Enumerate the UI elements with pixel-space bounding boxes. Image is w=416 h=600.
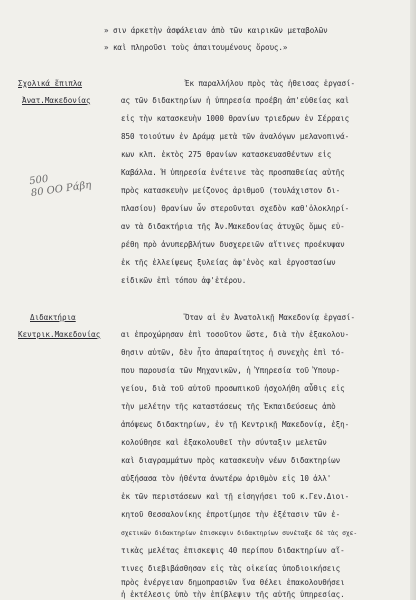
section1-line-2: ας τῶν διδακτηρίων ἡ ὑπηρεσία προέβη ἀπ'εὐθείας καὶ	[121, 96, 350, 105]
section1-line-11: ἐκ τῆς ἐλλείψεως ξυλείας ἀφ'ἑνὸς καὶ ἐργοστασίων	[121, 258, 336, 267]
section2-line-7: ἀπόψεως διδακτηρίων, ἐν τῇ Κεντρικῇ Μακεδονίᾳ, ἐξη-	[121, 420, 350, 429]
section1-line-7: πρὸς κατασκευὴν μείζονος ἀριθμοῦ (τουλάχιστον δι-	[121, 186, 341, 195]
section1-line-10: ρέθη πρὸ ἀνυπερβλήτων δυσχερειῶν αἵτινες προέκυψαν	[121, 240, 345, 249]
section2-line-17: ἡ ἐκτέλεσις ὑπὸ τὴν ἐπίβλεψιν τῆς αὐτῆς ὑπηρεσίας.	[121, 590, 345, 599]
section1-line-6: Καβάλλα. Ἡ ὑπηρεσία ἐνέτεινε τὰς προσπαθείας αὐτῆς	[121, 168, 345, 177]
section1-line-12: εἰδικῶν ἐπὶ τόπου ἀφ'ἑτέρου.	[121, 276, 247, 285]
section2-line-2: αι ἐπροχώρησαν ἐπὶ τοσοῦτον ὥστε, διὰ τὴν ἐξακολου-	[121, 330, 350, 339]
section2-line-12: κητοῦ Θεσσαλονίκης ἐπροτίμησε τὴν ἐξέτασιν τῶν ἐ-	[121, 510, 341, 519]
section2-line-6: τὴν μελέτην τῆς καταστάσεως τῆς Ἐκπαιδεύσεως ἀπὸ	[121, 402, 336, 411]
section2-line-3: θησιν αὐτῶν, δὲν ἦτο ἀπαραίτητος ἡ συνεχὴς ἐπὶ τό-	[121, 348, 345, 357]
section2-line-11: ἐκ τῶν περιστάσεων καὶ τῇ εἰσηγήσει τοῦ κ.Γεν.Διοι-	[121, 492, 350, 501]
section2-line-5: γείου, διὰ τοῦ αὐτοῦ προσωπικοῦ ἠσχολήθη αὖθις εἰς	[121, 384, 345, 393]
page-edge-shadow	[410, 0, 416, 600]
section2-line-14: τικὰς μελέτας ἐπισκεψις 40 περίπου διδακτηρίων αἵ-	[121, 546, 345, 555]
section1-line-4: 850 τοιούτων ἐν Δράμᾳ μετὰ τῶν ἀναλόγων μελανοπινά-	[121, 132, 350, 141]
intro-line-2: » καὶ πληροῦσι τοὺς ἀπαιτουμένους ὅρους.»	[104, 43, 288, 52]
section1-line-1: Ἐκ παραλλήλου πρὸς τὰς ἠθεισας ἐργασί-	[185, 79, 355, 88]
handwritten-pencil-note: 500 80 ΟΟ Ράβη	[28, 173, 92, 200]
section2-line-9: καὶ διαγραμμάτων πρὸς κατασκευὴν νέων διδακτηρίων	[121, 456, 341, 465]
section2-line-10: αὐξήσασα τὸν ἠθέντα ἀνωτέρω ἀριθμὸν εἰς 10 ἀλλ'	[121, 474, 332, 483]
section1-line-8: πλασίου) θρανίων ὧν στεροῦνται σχεδὸν καθ'ὁλοκληρί-	[121, 204, 350, 213]
section2-line-8: κολούθησε καὶ ἐξακολουθεῖ τὴν σύνταξιν μελετῶν	[121, 438, 327, 447]
section1-line-9: αν τὰ διδακτήρια τῆς Ἀν.Μακεδονίας ἀτυχῶς ὅμως εὐ-	[121, 222, 345, 231]
section2-label-line-2: Κεντρικ.Μακεδονίας	[18, 330, 101, 339]
section2-line-15: τινες διεβιβάσθησαν εἰς τὰς οἰκείας ὑποδιοικήσεις	[121, 564, 341, 573]
section2-line-4: που παρουσία τῶν Μηχανικῶν, ἡ Ὑπηρεσία τοῦ Ὑπουρ-	[121, 366, 341, 375]
section1-line-5: κων κλπ. ἐκτὸς 275 θρανίων κατασκευασθέντων εἰς	[121, 150, 332, 159]
section2-line-1: Ὅταν αἱ ἐν Ἀνατολικῇ Μακεδονίᾳ ἐργασί-	[185, 313, 355, 322]
section2-label-line-1: Διδακτήρια	[30, 313, 76, 322]
section2-line-13: σχετικῶν διδακτηρίων ἐπισκεψιν διδακτηρίων συνέταξε δὲ τὰς σχε-	[121, 529, 358, 537]
intro-line-1: » σιν άρκετὴν ἀσφάλειαν ἀπὸ τῶν καιρικῶν μεταβολῶν	[104, 26, 328, 35]
section2-line-16: πρὸς ἐνέργειαν δημοπρασιῶν ἵνα θέλει ἐπακολουθήσει	[121, 578, 345, 587]
section1-label-line-2: Ἀνατ.Μακεδονίας	[22, 96, 91, 105]
section1-label-line-1: Σχολικά ἔπιπλα	[18, 79, 83, 88]
section1-line-3: εἰς τὴν κατασκευὴν 1000 θρανίων τριεδρων ἐν Σέρραις	[121, 114, 350, 123]
